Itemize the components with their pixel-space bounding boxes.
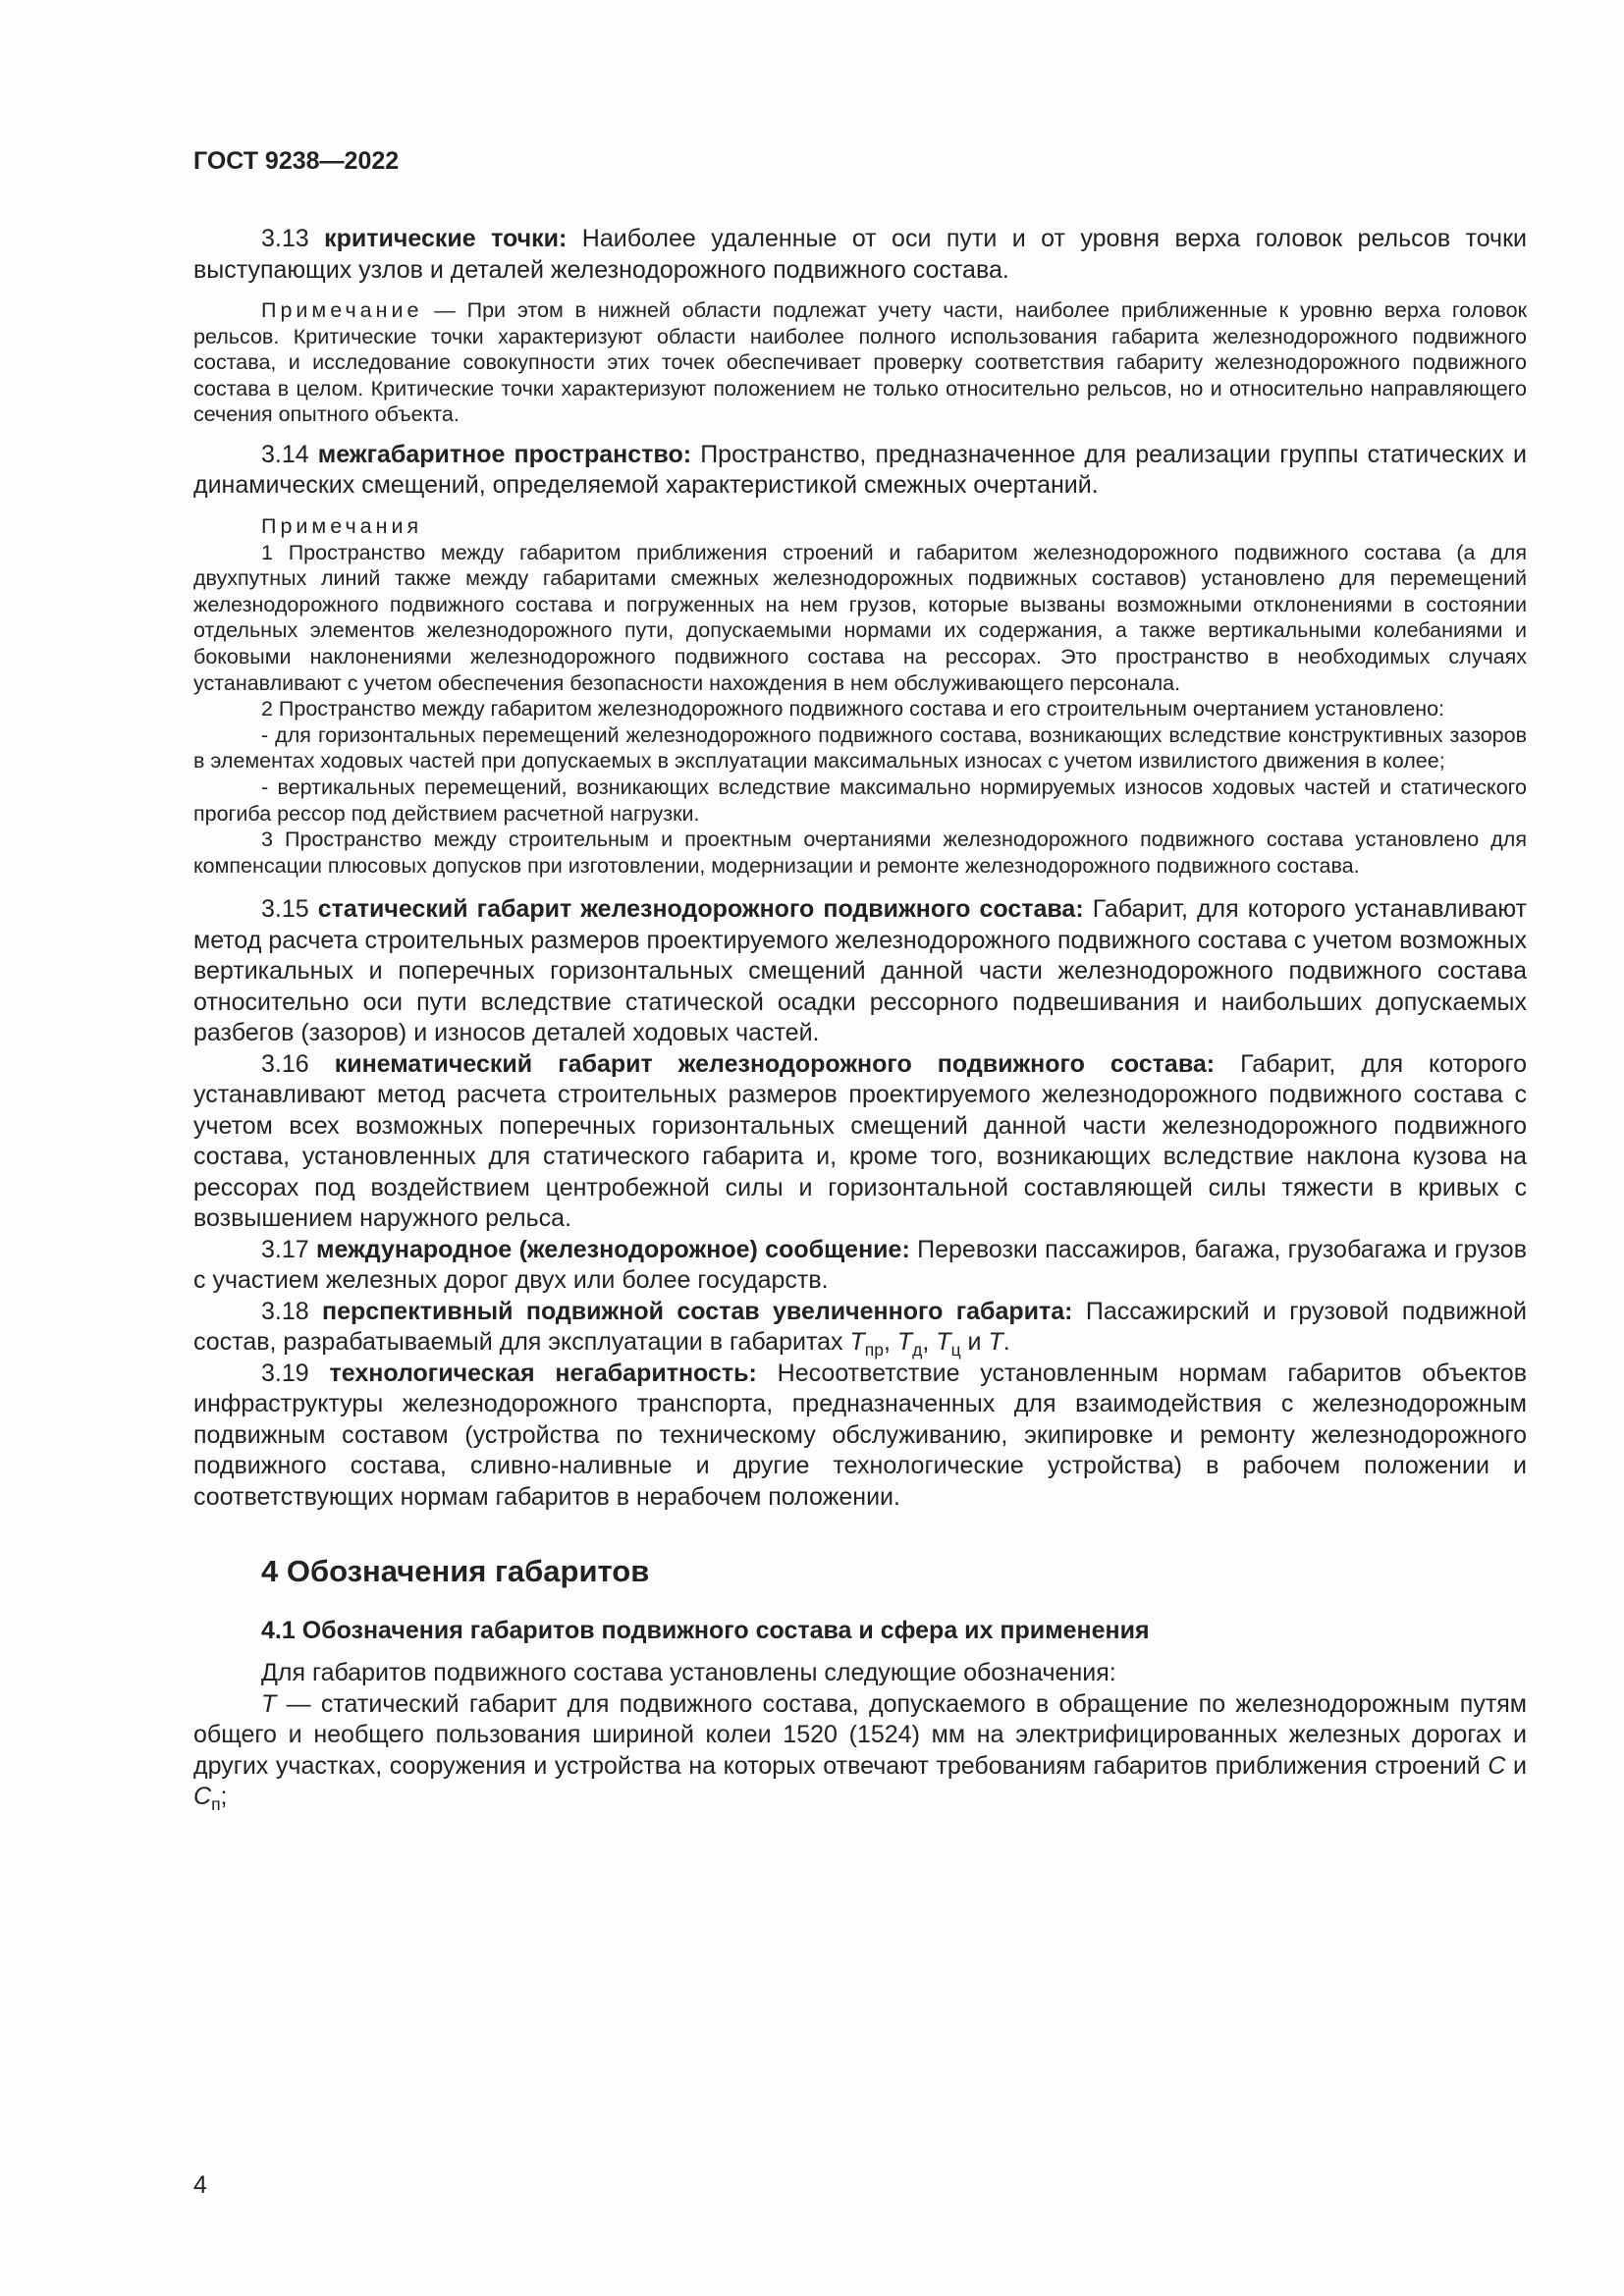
notes-label-text: Примечания — [261, 513, 423, 538]
document-body — [193, 224, 1527, 1813]
symbol-t: Т — [896, 1328, 913, 1357]
note-3: 3 Пространство между строительным и проектным очертаниями железнодорожного подвижного состава установлено для компенсации плюсовых допусков при изготовлении, модернизации и ремонте железнодорожного подвижного состава. — [193, 828, 1527, 878]
section-4-intro: Для габаритов подвижного состава установлены следующие обозначения: — [261, 1659, 1116, 1687]
subscript-d: д — [912, 1340, 923, 1361]
symbol-t: Т — [261, 1689, 277, 1718]
clause-number: 3.19 — [261, 1359, 330, 1387]
subscript-pr: пр — [864, 1340, 884, 1361]
section-4-title: 4 Обозначения габаритов — [261, 1554, 650, 1589]
term: технологическая негабаритность: — [329, 1359, 757, 1387]
symbol-t: Т — [988, 1328, 1003, 1357]
semicolon: ; — [220, 1783, 228, 1811]
clause-number: 3.17 — [261, 1235, 317, 1263]
period: . — [1002, 1328, 1010, 1357]
subscript-ts: ц — [950, 1340, 961, 1361]
clause-3-19 — [193, 1359, 1527, 1514]
symbol-t: Т — [849, 1328, 865, 1357]
note-2-item-a: - для горизонтальных перемещений железнодорожного подвижного состава, возникающих вследствие конструктивных зазоров в элементах ходовых частей при допускаемых в эксплуатации максимальных износах с учетом извилистого движения в колее; — [193, 722, 1527, 774]
clause-3-15 — [193, 894, 1527, 1049]
clause-number: 3.14 — [261, 440, 318, 468]
clause-number: 3.15 — [261, 895, 318, 924]
term: межгабаритное пространство: — [317, 440, 692, 468]
term: критические точки: — [324, 225, 568, 252]
clause-3-16 — [193, 1049, 1527, 1235]
clause-3-18: 3.18 перспективный подвижной состав увеличенного габарита: Пассажирский и грузовой подвижной состав, разрабатываемый для эксплуатации в габаритах $Т_{пр}$, $Т_д$, $Т_ц$ и Т. — [193, 1297, 1527, 1361]
definition: Наиболее удаленные от оси пути и от уровня верха головок рельсов точки выступающих узлов и деталей железнодорожного подвижного состава. — [193, 225, 1527, 284]
definition: Габарит, для которого устанавливают метод расчета строительных размеров проектируемого железнодорожного подвижного состава с учетом возможных вертикальных и поперечных горизонтальных смещений данной части железнодорожного подвижного состава относительно оси пути вследствие статической осадки рессорного подвешивания и наибольших допускаемых разбегов (зазоров) и износов деталей ходовых частей. — [193, 895, 1528, 1047]
conjunction: и — [1505, 1751, 1527, 1780]
note-2: 2 Пространство между габаритом железнодорожного подвижного состава и его строительным очертанием установлено: — [261, 697, 1445, 721]
page-number: 4 — [193, 2171, 207, 2199]
note-1: 1 Пространство между габаритом приближения строений и габаритом железнодорожного подвижного состава (а для двухпутных линий также между габаритами смежных железнодорожных подвижных составов) установлено для перемещений железнодорожного подвижного состава и погруженных на нем грузов, которые вызваны возможными отклонениями в состоянии отдельных элементов железнодорожного пути, допускаемыми нормами их содержания, а также вертикальными колебаниями и боковыми наклонениями железнодорожного подвижного состава на рессорах. Это пространство в необходимых случаях устанавливают с учетом обеспечения безопасности нахождения в нем обслуживающего персонала. — [193, 540, 1527, 695]
term: кинематический габарит железнодорожного подвижного состава: — [334, 1049, 1216, 1078]
note-text: — При этом в нижней области подлежат учету части, наиболее приближенные к уровню верха головок рельсов. Критические точки характеризуют области наиболее полного использования габарита железнодорожного подвижного состава, и исследование совокупности этих точек обеспечивает проверку соответствия габариту железнодорожного подвижного состава в целом. Критические точки характеризуют положением не только относительно рельсов, но и относительно направляющего сечения опытного объекта. — [193, 298, 1527, 427]
designation-t — [193, 1689, 1527, 1813]
clause-number: 3.18 — [261, 1297, 323, 1325]
document-header: ГОСТ 9238—2022 — [193, 147, 400, 175]
clause-3-17 — [193, 1235, 1527, 1297]
term: перспективный подвижной состав увеличенного габарита: — [322, 1297, 1073, 1325]
note-2-item-b: - вертикальных перемещений, возникающих вследствие максимально нормируемых износов ходовых частей и статического прогиба рессор под действием расчетной нагрузки. — [193, 774, 1527, 826]
term: международное (железнодорожное) сообщение: — [316, 1235, 910, 1263]
symbol-t: Т — [936, 1328, 951, 1357]
subscript-p: п — [211, 1794, 221, 1815]
clause-number: 3.13 — [261, 225, 325, 252]
definition: Габарит, для которого устанавливают метод расчета строительных размеров проектируемого железнодорожного подвижного состава с учетом всех возможных поперечных горизонтальных смещений данной части железнодорожного подвижного состава, установленных для статического габарита и, кроме того, возникающих вследствие наклона кузова на рессорах под воздействием центробежной силы и горизонтальной составляющей силы тяжести в кривых с возвышением наружного рельса. — [193, 1049, 1527, 1233]
clause-3-14 — [193, 440, 1527, 502]
notes-label — [193, 513, 1527, 540]
definition: Пассажирский и грузовой подвижной состав, разрабатываемый для эксплуатации в габаритах — [193, 1297, 1527, 1357]
designation-text: — статический габарит для подвижного состава, допускаемого в обращение по железнодорожным путям общего и необщего пользования шириной колеи 1520 (1524) мм на электрифицированных железных дорогах и других участках, сооружения и устройства на которых отвечают требованиям габаритов приближения строений — [193, 1689, 1527, 1780]
term: статический габарит железнодорожного подвижного состава: — [317, 895, 1084, 924]
conjunction: и — [960, 1328, 989, 1357]
definition: Несоответствие установленным нормам габаритов объектов инфраструктуры железнодорожного транспорта, предназначенных для взаимодействия с железнодорожным подвижным составом (устройства по техническому обслуживанию, экипировке и ремонту железнодорожного подвижного состава, сливно-наливные и другие технологические устройства) в рабочем положении и соответствующих нормам габаритов в нерабочем положении. — [193, 1359, 1527, 1511]
note-3-13 — [193, 297, 1527, 428]
subsection-4-1-title: 4.1 Обозначения габаритов подвижного состава и сфера их применения — [261, 1617, 1150, 1645]
clause-number: 3.16 — [261, 1049, 335, 1078]
symbol-c: С — [1488, 1751, 1506, 1780]
definition: Пространство, предназначенное для реализации группы статических и динамических смещений, определяемой характеристикой смежных очертаний. — [193, 440, 1527, 500]
definition: Перевозки пассажиров, багажа, грузобагажа и грузов с участием железных дорог двух или более государств. — [193, 1235, 1527, 1295]
symbol-c: С — [193, 1783, 212, 1811]
note-label: Примечание — [261, 298, 423, 322]
clause-3-13 — [193, 224, 1527, 286]
